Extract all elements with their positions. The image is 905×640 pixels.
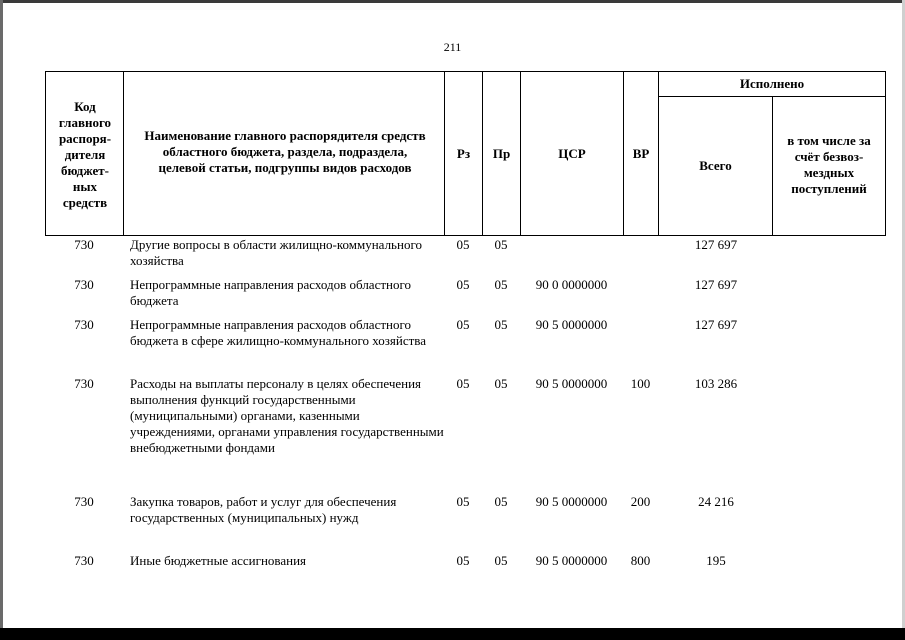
cell-rz: 05 bbox=[456, 553, 470, 568]
cell-rz: 05 bbox=[456, 494, 470, 509]
cell-csr: 90 5 0000000 bbox=[535, 317, 608, 332]
header-pr: Пр bbox=[492, 145, 511, 161]
cell-rz: 05 bbox=[456, 317, 470, 332]
cell-pr: 05 bbox=[494, 317, 508, 332]
cell-code: 730 bbox=[74, 277, 94, 292]
scan-edge-bottom bbox=[0, 628, 905, 640]
cell-csr: 90 0 0000000 bbox=[535, 277, 608, 292]
cell-pr: 05 bbox=[494, 494, 508, 509]
cell-rz: 05 bbox=[456, 277, 470, 292]
header-name: Наименование главного распорядителя средств областного бюджета, раздела, подраздела, целевой статьи, подгруппы видов расходов bbox=[144, 128, 426, 175]
cell-vr: 100 bbox=[630, 376, 651, 391]
page-number: 211 bbox=[443, 40, 462, 54]
header-code: Код главного распоря- дителя бюджет- ных средств bbox=[58, 99, 112, 210]
header-csr: ЦСР bbox=[558, 145, 586, 161]
cell-name: Непрограммные направления расходов областного бюджета bbox=[130, 277, 411, 308]
cell-total: 24 216 bbox=[698, 494, 734, 509]
cell-vr: 800 bbox=[630, 553, 651, 568]
header-free: в том числе за счёт безвоз- мездных поступлений bbox=[787, 133, 871, 196]
cell-code: 730 bbox=[74, 376, 94, 391]
cell-total: 195 bbox=[706, 553, 726, 568]
col-line-1 bbox=[123, 71, 124, 236]
cell-code: 730 bbox=[74, 237, 94, 252]
cell-rz: 05 bbox=[456, 376, 470, 391]
scan-edge-top bbox=[0, 0, 905, 3]
cell-name: Иные бюджетные ассигнования bbox=[130, 553, 307, 568]
cell-pr: 05 bbox=[494, 553, 508, 568]
header-bottom-border bbox=[45, 235, 886, 236]
cell-code: 730 bbox=[74, 317, 94, 332]
cell-name: Закупка товаров, работ и услуг для обеспечения государственных (муниципальных) нужд bbox=[130, 494, 397, 525]
cell-code: 730 bbox=[74, 494, 94, 509]
cell-csr: 90 5 0000000 bbox=[535, 376, 608, 391]
cell-name: Другие вопросы в области жилищно-коммунального хозяйства bbox=[130, 237, 422, 268]
cell-vr: 200 bbox=[630, 494, 651, 509]
header-vr: ВР bbox=[632, 145, 650, 161]
col-line-7 bbox=[772, 96, 773, 236]
cell-total: 103 286 bbox=[694, 376, 738, 391]
scan-edge-left bbox=[0, 0, 3, 640]
cell-name: Расходы на выплаты персоналу в целях обеспечения выполнения функций государственными (муниципальными) органами, казенными учреждениями, органами управления государственными внебюджетными фондами bbox=[130, 376, 444, 455]
cell-name: Непрограммные направления расходов областного бюджета в сфере жилищно-коммунального хозяйства bbox=[130, 317, 427, 348]
header-total: Всего bbox=[699, 158, 732, 173]
col-line-8 bbox=[885, 71, 886, 236]
cell-pr: 05 bbox=[494, 376, 508, 391]
col-line-0 bbox=[45, 71, 46, 236]
cell-code: 730 bbox=[74, 553, 94, 568]
header-rz: Рз bbox=[456, 145, 471, 161]
header-executed: Исполнено bbox=[739, 76, 805, 91]
cell-csr: 90 5 0000000 bbox=[535, 494, 608, 509]
cell-csr: 90 5 0000000 bbox=[535, 553, 608, 568]
cell-total: 127 697 bbox=[694, 317, 738, 332]
cell-pr: 05 bbox=[494, 277, 508, 292]
cell-total: 127 697 bbox=[694, 237, 738, 252]
cell-rz: 05 bbox=[456, 237, 470, 252]
cell-pr: 05 bbox=[494, 237, 508, 252]
cell-total: 127 697 bbox=[694, 277, 738, 292]
